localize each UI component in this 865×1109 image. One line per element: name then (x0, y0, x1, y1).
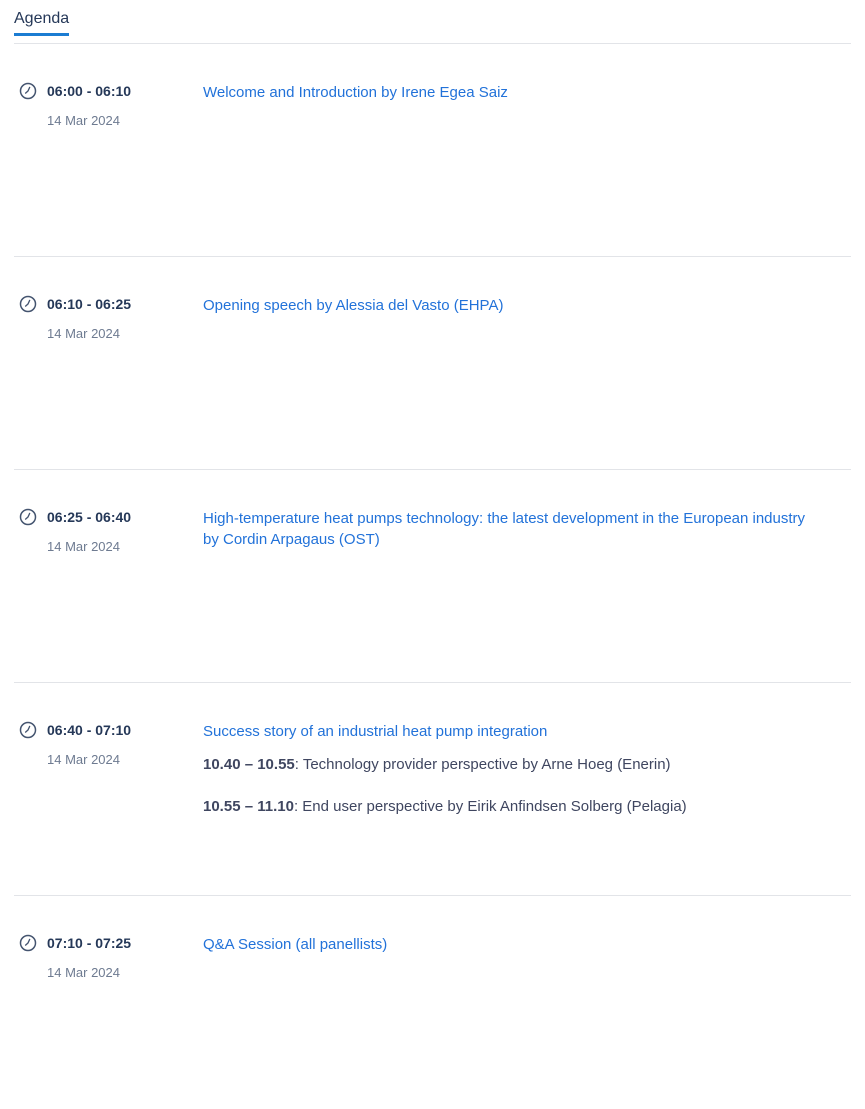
clock-icon (19, 934, 37, 952)
session-detail-line (203, 796, 817, 817)
agenda-item-time-column (19, 295, 203, 342)
detail-time-range: 10.40 – 10.55 (203, 756, 295, 773)
clock-icon (19, 508, 37, 526)
agenda-item-time-column (19, 934, 203, 981)
agenda-item (14, 257, 851, 470)
time-date-block (47, 295, 131, 342)
session-title-link[interactable]: High-temperature heat pumps technology: the latest development in the European industry by Cordin Arpagaus (OST) (203, 510, 806, 548)
session-title-link[interactable]: Success story of an industrial heat pump integration (203, 723, 548, 740)
agenda-item (14, 683, 851, 896)
agenda-item-body (203, 508, 851, 550)
session-date: 14 Mar 2024 (47, 113, 120, 128)
tab-agenda[interactable]: Agenda (14, 10, 69, 36)
detail-separator: : (293, 798, 303, 815)
tabs-bar (14, 0, 851, 44)
agenda-item-body (203, 721, 851, 817)
session-detail-line (203, 754, 817, 775)
agenda-item-body (203, 82, 851, 103)
session-date: 14 Mar 2024 (47, 539, 120, 554)
agenda-item-body (203, 295, 851, 316)
detail-separator: : (294, 756, 303, 773)
agenda-item (14, 44, 851, 257)
agenda-item-time-column (19, 82, 203, 129)
session-time-range: 06:10 - 06:25 (47, 296, 132, 312)
time-date-block (47, 721, 131, 768)
agenda-item (14, 470, 851, 683)
session-time-range: 06:25 - 06:40 (47, 509, 132, 525)
agenda-list (14, 44, 851, 1109)
session-title-link[interactable]: Welcome and Introduction by Irene Egea Saiz (203, 84, 508, 101)
time-date-block (47, 82, 131, 129)
session-time-range: 06:40 - 07:10 (47, 722, 132, 738)
session-time-range: 07:10 - 07:25 (47, 935, 132, 951)
time-date-block (47, 508, 131, 555)
clock-icon (19, 721, 37, 739)
session-date: 14 Mar 2024 (47, 326, 120, 341)
agenda-item-body (203, 934, 851, 955)
agenda-item-time-column (19, 508, 203, 555)
agenda-item-time-column (19, 721, 203, 768)
session-date: 14 Mar 2024 (47, 752, 120, 767)
session-date: 14 Mar 2024 (47, 965, 120, 980)
session-details (203, 754, 817, 817)
detail-text: End user perspective by Eirik Anfindsen Solberg (Pelagia) (302, 798, 687, 815)
agenda-item (14, 896, 851, 1109)
detail-text: Technology provider perspective by Arne Hoeg (Enerin) (302, 756, 671, 773)
time-date-block (47, 934, 131, 981)
session-title-link[interactable]: Q&A Session (all panellists) (203, 936, 388, 953)
session-time-range: 06:00 - 06:10 (47, 83, 132, 99)
session-title-link[interactable]: Opening speech by Alessia del Vasto (EHPA) (203, 297, 504, 314)
clock-icon (19, 82, 37, 100)
detail-time-range: 10.55 – 11.10 (203, 798, 294, 815)
clock-icon (19, 295, 37, 313)
